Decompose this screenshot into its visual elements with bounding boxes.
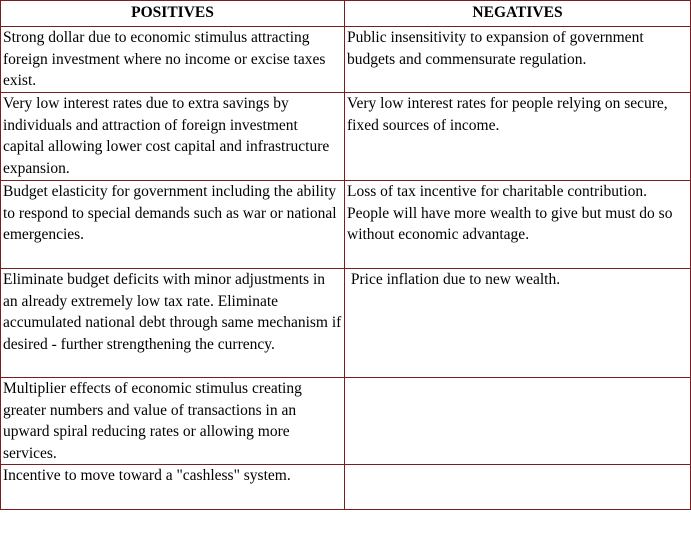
header-negatives: NEGATIVES: [345, 1, 691, 27]
header-row: [1, 1, 691, 27]
positive-cell: Very low interest rates due to extra savings by individuals and attraction of foreign investment capital allowing lower cost capital and infrastructure expansion.: [1, 93, 345, 181]
negative-cell: Loss of tax incentive for charitable contribution. People will have more wealth to give but must do so without economic advantage.: [345, 181, 691, 269]
table-row: [1, 378, 691, 465]
table-row: [1, 93, 691, 181]
positive-cell: Budget elasticity for government including the ability to respond to special demands such as war or national emergencies.: [1, 181, 345, 269]
positive-cell: Eliminate budget deficits with minor adjustments in an already extremely low tax rate. Eliminate accumulated national debt through same mechanism if desired - further strengthening the currency.: [1, 269, 345, 378]
positive-cell: Incentive to move toward a "cashless" system.: [1, 465, 345, 510]
table-row: [1, 27, 691, 93]
table-row: [1, 465, 691, 510]
negative-cell: Price inflation due to new wealth.: [345, 269, 691, 378]
negative-cell: [345, 378, 691, 465]
negative-cell: Very low interest rates for people relying on secure, fixed sources of income.: [345, 93, 691, 181]
positive-cell: Strong dollar due to economic stimulus attracting foreign investment where no income or excise taxes exist.: [1, 27, 345, 93]
positive-cell: Multiplier effects of economic stimulus creating greater numbers and value of transactions in an upward spiral reducing rates or allowing more services.: [1, 378, 345, 465]
negative-cell: [345, 465, 691, 510]
table-row: [1, 269, 691, 378]
table-row: [1, 181, 691, 269]
negative-cell: Public insensitivity to expansion of government budgets and commensurate regulation.: [345, 27, 691, 93]
header-positives: POSITIVES: [1, 1, 345, 27]
